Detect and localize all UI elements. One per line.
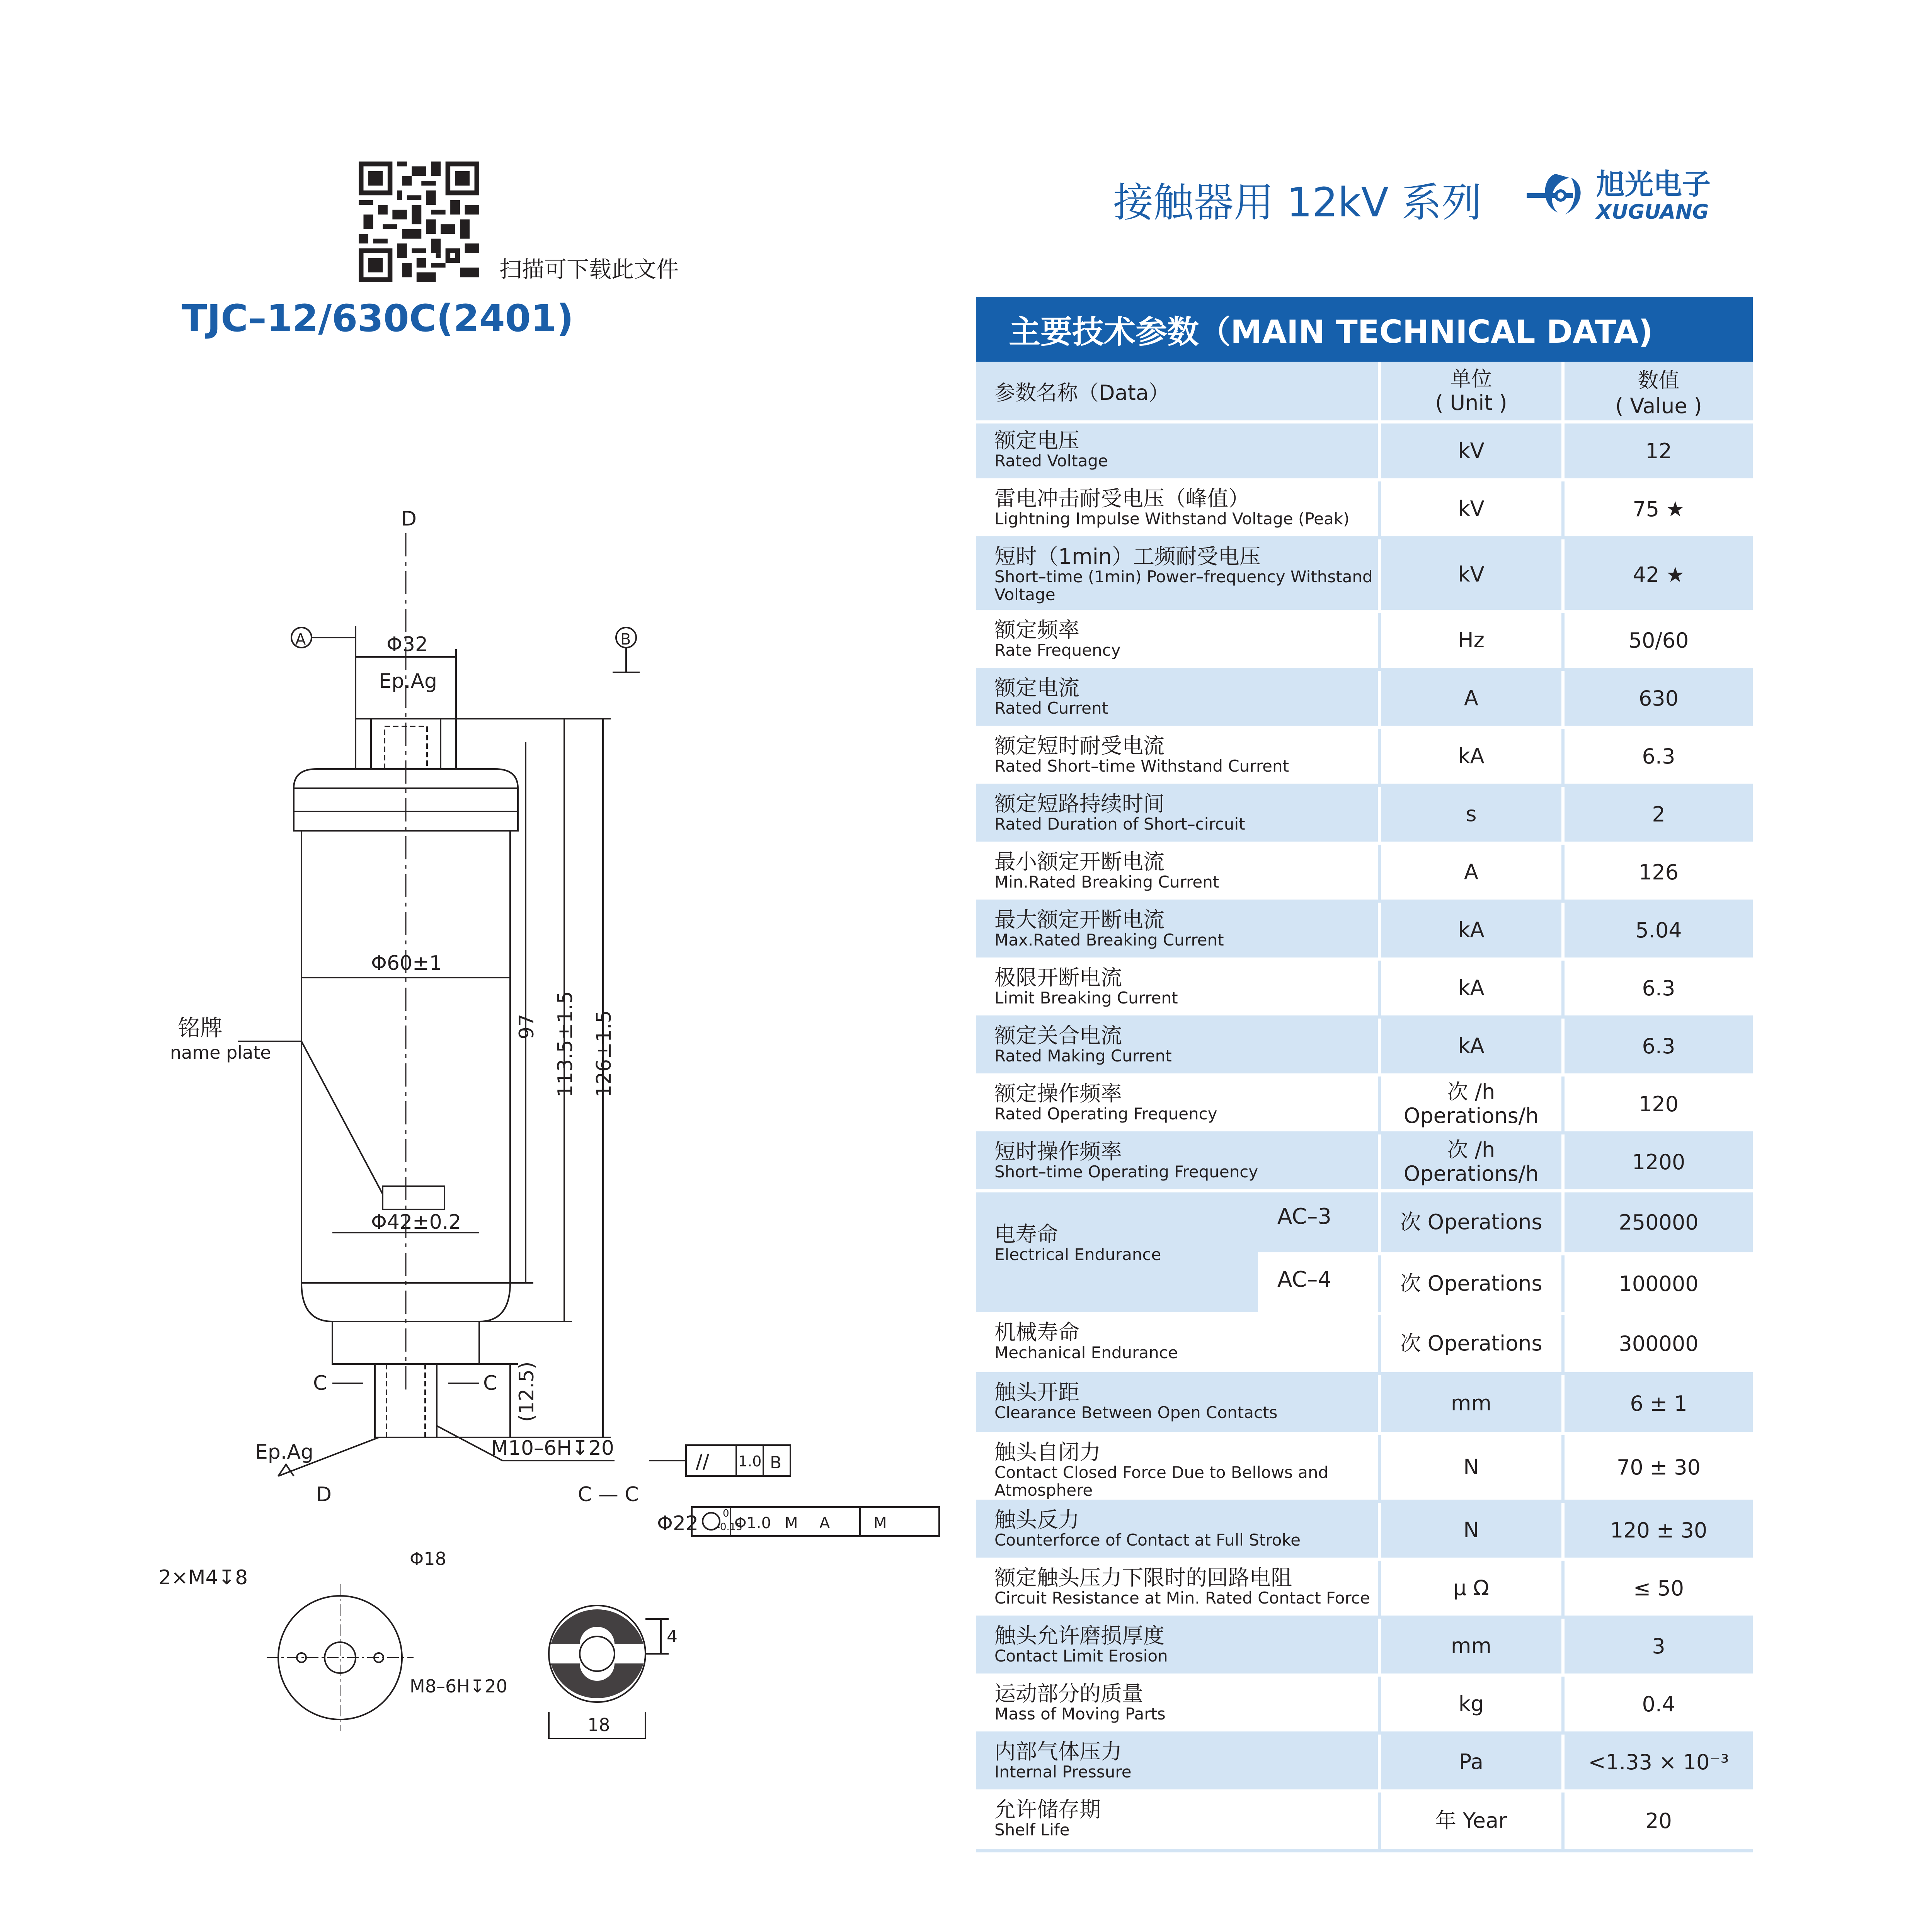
tech-row-en: Rate Frequency [994, 640, 1121, 660]
ee-ac3-unit: 次 Operations [1378, 1192, 1561, 1252]
header-unit: 单位 ( Unit ) [1378, 362, 1561, 420]
dim-4: 4 [667, 1627, 678, 1646]
tech-row-en: Mechanical Endurance [994, 1343, 1178, 1362]
tech-row-name [976, 1435, 1378, 1500]
tech-row [976, 729, 1753, 787]
logo-en: XUGUANG [1596, 201, 1709, 224]
main-table-rows [976, 423, 1753, 1192]
tech-row-name [976, 1735, 1378, 1789]
dim-126: 126±1.5 [592, 1010, 616, 1097]
tech-row-en: Rated Operating Frequency [994, 1104, 1217, 1123]
pos-m2: M [873, 1514, 887, 1532]
ep-ag-top: Ep.Ag [379, 670, 437, 693]
tech-row-zh: 触头自闭力 [994, 1440, 1101, 1464]
tech-row-zh: 最小额定开断电流 [994, 849, 1165, 874]
tech-row-name [976, 903, 1378, 957]
tech-row-unit: kg [1378, 1677, 1561, 1731]
tech-row-value: 3 [1561, 1619, 1753, 1673]
header-data: 参数名称（Data） [994, 380, 1170, 405]
ee-ac4-label: AC–4 [1277, 1267, 1332, 1292]
dim-18: 18 [587, 1714, 610, 1735]
tech-row-unit: kV [1378, 481, 1561, 536]
tech-row-zh: 触头反力 [994, 1507, 1080, 1532]
tech-row-en: Shelf Life [994, 1820, 1070, 1839]
tech-row-en: Rated Duration of Short–circuit [994, 814, 1245, 833]
datum-a: A [295, 631, 306, 648]
company-logo [1519, 162, 1751, 228]
tech-row [976, 481, 1753, 539]
qr-code [359, 162, 479, 282]
tech-row-value: 42 ★ [1561, 539, 1753, 610]
tech-row-value: 6.3 [1561, 961, 1753, 1015]
tech-row-unit: 年 Year [1378, 1793, 1561, 1849]
tech-row-value: 50/60 [1561, 613, 1753, 668]
tech-row-name [976, 613, 1378, 668]
tech-row-en: Short–time Operating Frequency [994, 1162, 1258, 1181]
tech-row-name [976, 481, 1378, 536]
tech-row-value: ≤ 50 [1561, 1561, 1753, 1616]
tech-row-value: 6 ± 1 [1561, 1375, 1753, 1432]
tech-row-unit: kA [1378, 729, 1561, 784]
tech-row-unit: N [1378, 1503, 1561, 1558]
ee-ac4-row [1258, 1252, 1753, 1312]
tech-row-zh: 极限开断电流 [994, 965, 1122, 990]
tech-row-name [976, 1619, 1378, 1673]
tech-row-unit: 次 Operations [1378, 1315, 1561, 1372]
tech-row-zh: 额定操作频率 [994, 1081, 1122, 1106]
tech-row-en: Contact Limit Erosion [994, 1646, 1168, 1665]
ee-en: Electrical Endurance [994, 1245, 1161, 1264]
tech-row [976, 1375, 1753, 1435]
tech-row-zh: 机械寿命 [994, 1320, 1080, 1345]
tech-row-unit: kV [1378, 423, 1561, 478]
tech-row [976, 845, 1753, 903]
logo-zh: 旭光电子 [1596, 168, 1711, 201]
tech-row-value: 6.3 [1561, 1019, 1753, 1073]
dim-phi42: Φ42±0.2 [371, 1211, 461, 1234]
tech-row-zh: 额定电压 [994, 428, 1080, 453]
tech-row-zh: 短时（1min）工频耐受电压 [994, 544, 1261, 569]
tech-row-en: Rated Short–time Withstand Current [994, 756, 1289, 776]
tech-row [976, 671, 1753, 729]
tech-row-unit: kA [1378, 961, 1561, 1015]
tech-row-value: 630 [1561, 671, 1753, 726]
tech-row-en: Internal Pressure [994, 1762, 1132, 1781]
tech-row-en: Rated Making Current [994, 1046, 1172, 1065]
tech-row-en: Limit Breaking Current [994, 988, 1178, 1007]
tech-row-zh: 最大额定开断电流 [994, 907, 1165, 932]
tech-row-name [976, 729, 1378, 784]
tech-row-zh: 触头开距 [994, 1380, 1080, 1405]
tech-row-unit: Pa [1378, 1735, 1561, 1789]
tech-row-value: 0.4 [1561, 1677, 1753, 1731]
tech-row-en: Short–time (1min) Power–frequency Withstand Voltage [994, 567, 1373, 604]
ee-ac4-unit: 次 Operations [1378, 1255, 1561, 1312]
series-title: 接触器用 12kV 系列 [1113, 179, 1482, 226]
header-value: 数值 ( Value ) [1561, 362, 1753, 420]
tech-row-name [976, 1503, 1378, 1558]
tech-row-zh: 允许储存期 [994, 1797, 1101, 1822]
tech-row-en: Rated Voltage [994, 451, 1108, 470]
pos-tol: Φ1.0 [734, 1514, 771, 1532]
nameplate-zh: 铭牌 [178, 1015, 223, 1041]
tech-row-value: 6.3 [1561, 729, 1753, 784]
label-c-left: C [313, 1372, 327, 1395]
tech-row-en: Counterforce of Contact at Full Stroke [994, 1530, 1301, 1549]
tech-row-en: Min.Rated Breaking Current [994, 872, 1219, 891]
tech-row-unit: A [1378, 671, 1561, 726]
tech-row-name [976, 539, 1378, 610]
ep-ag-bottom: Ep.Ag [255, 1440, 313, 1464]
tech-row-unit: kV [1378, 539, 1561, 610]
tech-row [976, 1134, 1753, 1192]
tech-row-unit: 次 /h Operations/h [1378, 1134, 1561, 1189]
tech-row-value: 126 [1561, 845, 1753, 900]
tech-row [976, 1435, 1753, 1503]
tech-row-zh: 额定频率 [994, 617, 1080, 642]
tech-row-unit: mm [1378, 1619, 1561, 1673]
holes-m4: 2×M4↧8 [158, 1566, 248, 1589]
tech-row [976, 1735, 1753, 1793]
ee-ac3-row [1258, 1192, 1753, 1252]
tech-row-en: Lightning Impulse Withstand Voltage (Peak) [994, 509, 1350, 528]
tech-row-value: 70 ± 30 [1561, 1435, 1753, 1500]
tech-row [976, 1793, 1753, 1852]
dim-113: 113.5±1.5 [554, 991, 577, 1097]
tech-row-en: Clearance Between Open Contacts [994, 1403, 1278, 1422]
tech-row-name [976, 1677, 1378, 1731]
tech-row-name [976, 1375, 1378, 1432]
dim-97: 97 [515, 1014, 538, 1039]
datum-b: B [620, 631, 631, 648]
tech-row-name [976, 961, 1378, 1015]
tech-row-zh: 额定触头压力下限时的回路电阻 [994, 1565, 1292, 1590]
tech-row-zh: 额定关合电流 [994, 1023, 1122, 1048]
dim-phi18: Φ18 [410, 1548, 446, 1569]
nameplate-en: name plate [170, 1042, 271, 1063]
tech-row-zh: 雷电冲击耐受电压（峰值） [994, 486, 1250, 511]
tech-row-en: Rated Current [994, 698, 1108, 718]
tech-row-value: 12 [1561, 423, 1753, 478]
tech-row [976, 787, 1753, 845]
tech-row [976, 1019, 1753, 1077]
dim-phi60: Φ60±1 [371, 952, 442, 975]
tech-row-en: Max.Rated Breaking Current [994, 930, 1224, 949]
tech-row-name [976, 423, 1378, 478]
tech-row [976, 1503, 1753, 1561]
tol-value: 1.0 [738, 1453, 762, 1470]
tech-row [976, 1619, 1753, 1677]
thread-m10: M10–6H↧20 [491, 1437, 614, 1460]
ee-ac3-value: 250000 [1561, 1192, 1753, 1252]
tech-row-unit: 次 /h Operations/h [1378, 1077, 1561, 1131]
electrical-endurance-row [976, 1192, 1753, 1315]
tech-row-en: Contact Closed Force Due to Bellows and Atmosphere [994, 1463, 1329, 1500]
ee-ac3-label: AC–3 [1277, 1204, 1332, 1229]
main-table-header-row [976, 362, 1753, 423]
tech-row-unit: kA [1378, 903, 1561, 957]
tech-row-name [976, 1561, 1378, 1616]
tech-row-en: Mass of Moving Parts [994, 1704, 1166, 1723]
tech-row-name [976, 671, 1378, 726]
tech-row-value: 120 [1561, 1077, 1753, 1131]
tech-row-value: <1.33 × 10⁻³ [1561, 1735, 1753, 1789]
tech-row [976, 961, 1753, 1019]
tech-row-unit: N [1378, 1435, 1561, 1500]
tech-row [976, 1561, 1753, 1619]
ee-ac4-value: 100000 [1561, 1255, 1753, 1312]
tech-row-unit: Hz [1378, 613, 1561, 668]
tech-row-zh: 额定短时耐受电流 [994, 733, 1165, 758]
dim-12-5: (12.5) [515, 1361, 538, 1422]
tech-row-name [976, 1793, 1378, 1849]
tech-row-value: 1200 [1561, 1134, 1753, 1189]
tech-row [976, 539, 1753, 613]
tech-row-name [976, 1134, 1378, 1189]
ee-zh: 电寿命 [994, 1222, 1059, 1247]
tech-row-value: 120 ± 30 [1561, 1503, 1753, 1558]
thread-m8: M8–6H↧20 [410, 1676, 507, 1697]
tech-row-name [976, 845, 1378, 900]
tech-row-zh: 触头允许磨损厚度 [994, 1623, 1165, 1648]
pos-datum: A [819, 1514, 830, 1532]
tech-row [976, 613, 1753, 671]
main-table-title: 主要技术参数（MAIN TECHNICAL DATA) [976, 297, 1753, 362]
label-c-right: C [483, 1372, 497, 1395]
tech-row [976, 903, 1753, 961]
tech-row-name [976, 1077, 1378, 1131]
tol-datum: B [770, 1453, 782, 1473]
qr-caption: 扫描可下载此文件 [499, 256, 679, 282]
tech-row-zh: 内部气体压力 [994, 1739, 1122, 1764]
tech-row-unit: A [1378, 845, 1561, 900]
tol-parallel: // [696, 1450, 710, 1473]
pos-m: M [785, 1514, 798, 1532]
dim-phi22-upper: 0 [723, 1508, 729, 1519]
dim-phi22: Φ22 [657, 1512, 699, 1535]
tech-row-unit: kA [1378, 1019, 1561, 1073]
model-title: TJC–12/630C(2401) [182, 297, 574, 340]
tech-row [976, 1077, 1753, 1134]
tech-row-zh: 额定短路持续时间 [994, 791, 1165, 816]
dim-phi22-lower: –0.15 [715, 1521, 742, 1533]
tech-row [976, 423, 1753, 481]
tech-row-unit: mm [1378, 1375, 1561, 1432]
tech-row-zh: 额定电流 [994, 675, 1080, 700]
tech-row-zh: 短时操作频率 [994, 1139, 1122, 1164]
tech-row [976, 1677, 1753, 1735]
dim-phi32: Φ32 [386, 633, 428, 656]
tech-row-name [976, 1019, 1378, 1073]
tech-row-en: Circuit Resistance at Min. Rated Contact Force [994, 1588, 1370, 1607]
label-d-top: D [401, 507, 417, 531]
tech-row-unit: s [1378, 787, 1561, 842]
main-technical-table [976, 297, 1753, 1852]
technical-drawing [147, 502, 958, 1739]
view-cc: C — C [578, 1483, 639, 1506]
tech-row-value: 5.04 [1561, 903, 1753, 957]
tech-row-value: 75 ★ [1561, 481, 1753, 536]
main-table-rows-2 [976, 1315, 1753, 1852]
tech-row-name [976, 1315, 1378, 1372]
tech-row-value: 20 [1561, 1793, 1753, 1849]
tech-row-value: 2 [1561, 787, 1753, 842]
tech-row-name [976, 787, 1378, 842]
tech-row-value: 300000 [1561, 1315, 1753, 1372]
view-d: D [316, 1483, 332, 1506]
tech-row [976, 1315, 1753, 1375]
tech-row-zh: 运动部分的质量 [994, 1681, 1144, 1706]
tech-row-unit: μ Ω [1378, 1561, 1561, 1616]
